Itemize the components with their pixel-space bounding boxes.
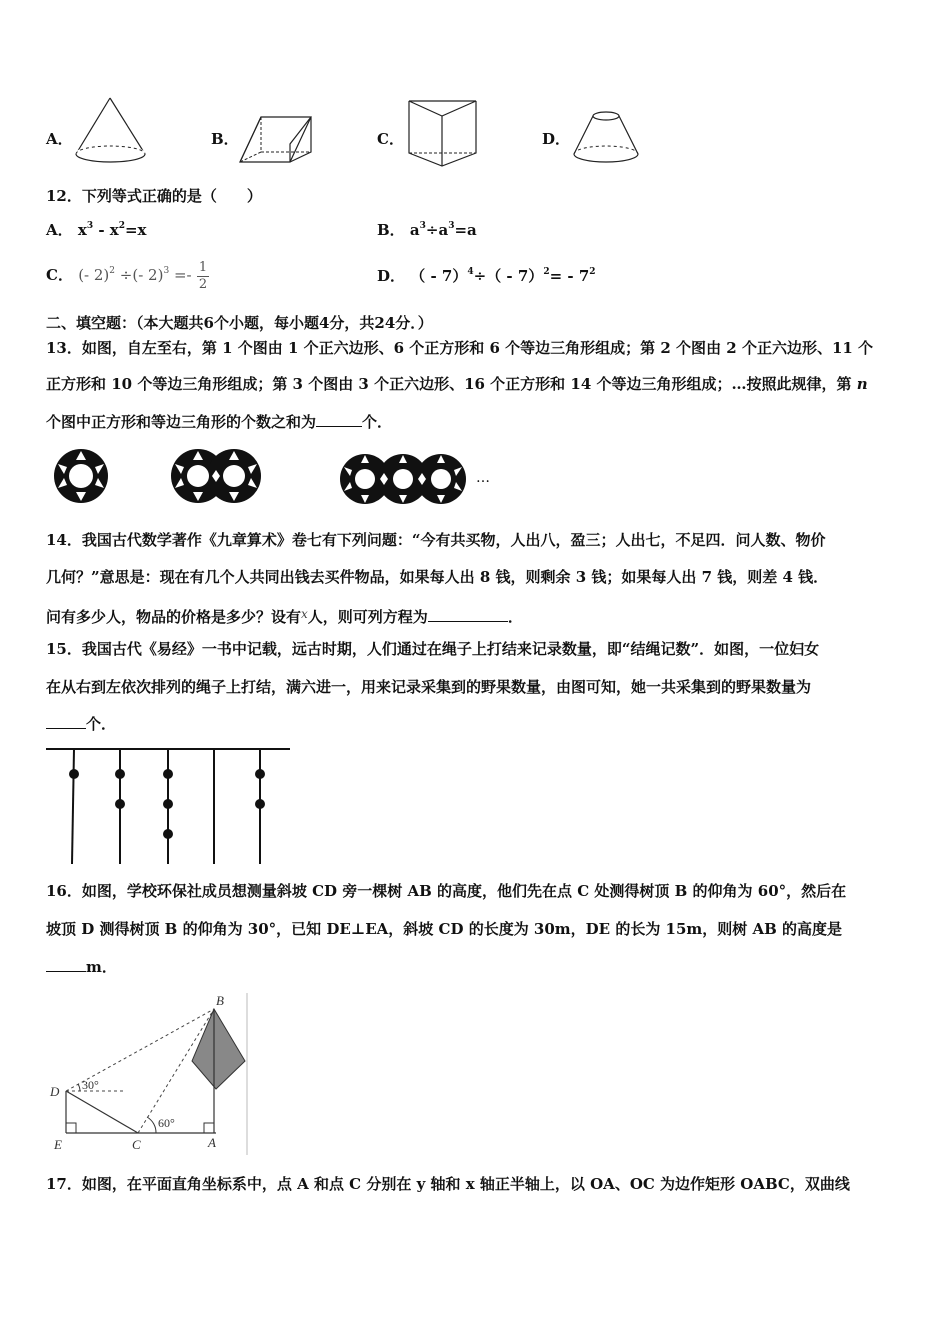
label-angle-60: 60° — [158, 1116, 175, 1130]
q14-line1: 14．我国古代数学著作《九章算术》卷七有下列问题：“今有共买物，人出八，盈三；人出七，不足四．问人数、物价 — [46, 531, 826, 549]
fraction-one-half: $\frac{1}{2}$ — [198, 259, 208, 292]
knot — [163, 829, 173, 839]
q12-option-c: C． (- 2)$^2$ ÷(- 2)$^3$ =- $\frac{1}{2}$ — [46, 259, 208, 292]
knot — [163, 799, 173, 809]
q13-line3: 个图中正方形和等边三角形的个数之和为 个． — [46, 413, 393, 431]
label-c: C — [132, 1137, 141, 1152]
q16-line1: 16．如图，学校环保社成员想测量斜坡 CD 旁一棵树 AB 的高度，他们先在点 C 处测得树顶 B 的仰角为 60°，然后在 — [46, 882, 847, 900]
q14-line3: 问有多少人，物品的价格是多少？设有$^x$人，则可列方程为 ． — [46, 607, 523, 626]
q13-line2: 正方形和 10 个等边三角形组成；第 3 个图由 3 个正六边形、16 个正方形和 14 个等边三角形组成；…按照此规律，第 n — [46, 375, 868, 393]
option-d-label: D． — [542, 130, 571, 148]
label-d: D — [50, 1084, 60, 1099]
tile-pattern-figure-3 — [340, 452, 466, 506]
q16-line2: 坡顶 D 测得树顶 B 的仰角为 30°，已知 DE⊥EA，斜坡 CD 的长度为 30m，DE 的长为 15m，则树 AB 的高度是 — [46, 920, 843, 938]
option-a-label: A． — [46, 130, 73, 148]
answer-blank[interactable] — [46, 714, 86, 729]
section-heading: 二、填空题：（本大题共6个小题，每小题4分，共24分．） — [46, 314, 433, 332]
rope-1 — [72, 749, 74, 864]
label-a: A — [208, 1135, 216, 1150]
knotted-rope-figure — [46, 744, 292, 868]
tile-pattern-figure-2 — [170, 448, 262, 504]
option-b-label: B． — [211, 130, 239, 148]
slope-tree-diagram — [46, 993, 256, 1155]
oblique-prism-icon — [236, 114, 316, 166]
knot — [163, 769, 173, 779]
tile-pattern-figure-1 — [52, 448, 110, 504]
q15-line1: 15．我国古代《易经》一书中记载，远古时期，人们通过在绳子上打结来记录数量，即“结绳记数”．如图，一位妇女 — [46, 640, 820, 658]
knot — [255, 769, 265, 779]
q12-stem: 12．下列等式正确的是（ ） — [46, 187, 262, 205]
answer-blank[interactable] — [316, 412, 362, 427]
knot — [69, 769, 79, 779]
q15-line2: 在从右到左依次排列的绳子上打结，满六进一，用来记录采集到的野果数量，由图可知，她一共采集到的野果数量为 — [46, 678, 812, 696]
frustum-icon — [570, 108, 642, 166]
q16-line3: m． — [46, 957, 117, 977]
q12-option-a: A． $x^3 - x^2=x$ — [46, 221, 147, 239]
label-angle-30: 30° — [82, 1078, 99, 1092]
knot — [115, 799, 125, 809]
answer-blank[interactable] — [428, 607, 508, 622]
q17-line1: 17．如图，在平面直角坐标系中，点 A 和点 C 分别在 y 轴和 x 轴正半轴上，以 OA、OC 为边作矩形 OABC，双曲线 — [46, 1175, 850, 1193]
q14-line2: 几何？”意思是：现在有几个人共同出钱去买件物品，如果每人出 8 钱，则剩余 3 钱；如果每人出 7 钱，则差 4 钱． — [46, 568, 829, 586]
q15-line3: 个． — [46, 714, 116, 734]
tree-crown-shape — [192, 1009, 245, 1089]
q12-option-d: D． （ - $7)^4\div( - 7)^2= - 7^2$ — [377, 267, 596, 285]
knot — [115, 769, 125, 779]
cone-icon — [72, 96, 150, 166]
answer-blank[interactable] — [46, 957, 86, 972]
triangular-prism-icon — [406, 98, 480, 168]
label-e: E — [54, 1137, 62, 1152]
label-b: B — [216, 993, 224, 1008]
q13-line1: 13．如图，自左至右，第 1 个图由 1 个正六边形、6 个正方形和 6 个等边三角形组成；第 2 个图由 2 个正六边形、11 个 — [46, 339, 874, 357]
q12-option-b: B． $a^3\div a^3=a$ — [377, 221, 477, 239]
knot — [255, 799, 265, 809]
option-c-label: C． — [377, 130, 404, 148]
pattern-ellipsis: … — [476, 470, 490, 486]
